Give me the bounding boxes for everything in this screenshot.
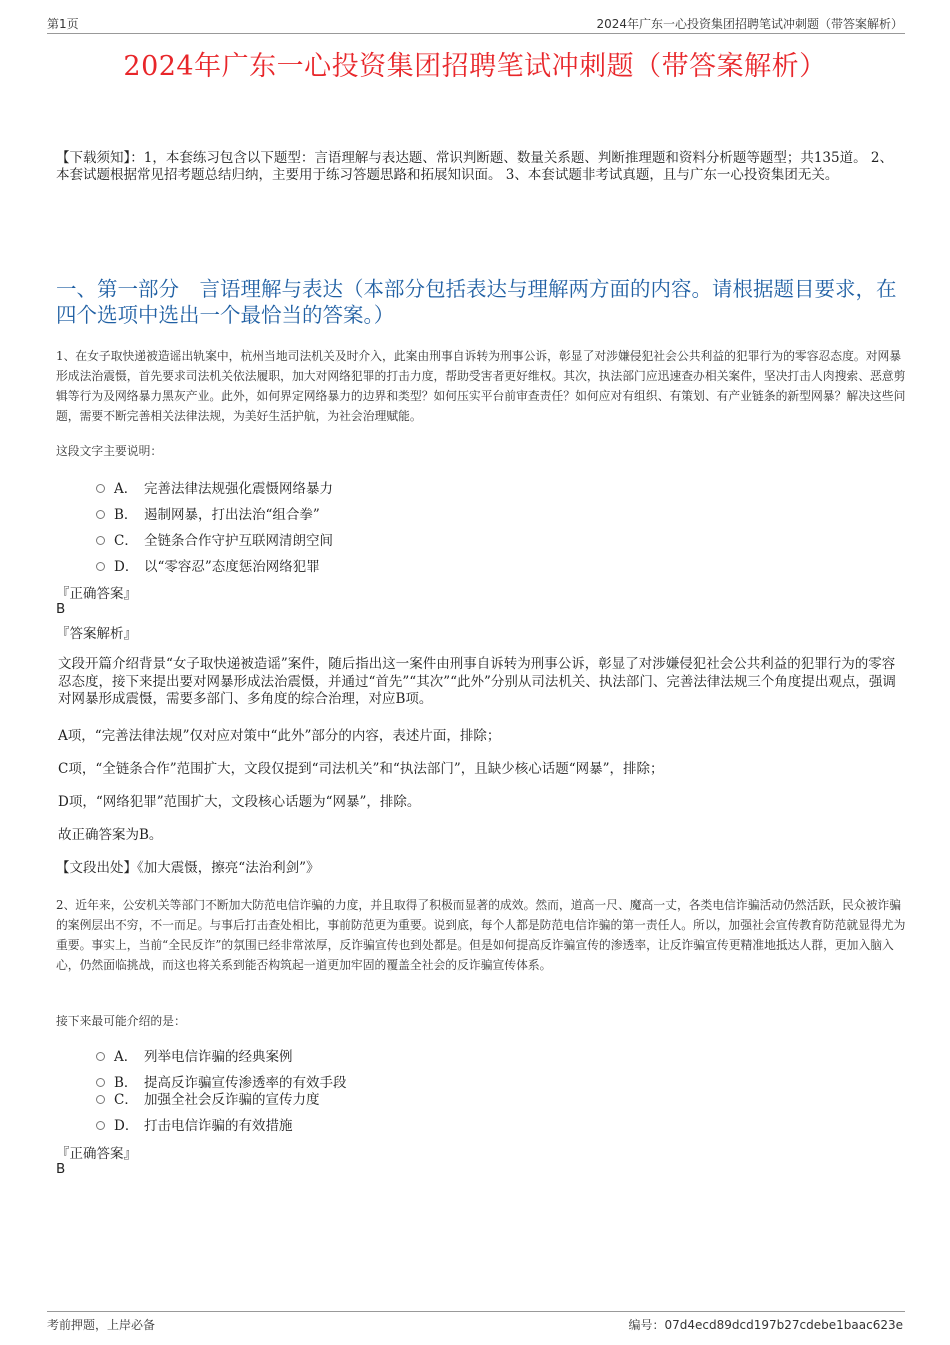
- radio-icon[interactable]: [96, 484, 105, 493]
- option-text: 提高反诈骗宣传渗透率的有效手段: [144, 1075, 347, 1091]
- document-id: 编号：07d4ecd89dcd197b27cdebe1baac623e: [628, 1318, 903, 1332]
- question-2-option-c[interactable]: [96, 1088, 320, 1108]
- option-text: 列举电信诈骗的经典案例: [144, 1049, 293, 1065]
- document-title: 2024年广东一心投资集团招聘笔试冲刺题（带答案解析）: [123, 51, 827, 82]
- question-1-option-a[interactable]: [96, 477, 333, 497]
- analysis-paragraph: C项，“全链条合作”范围扩大，文段仅提到“司法机关”和“执法部门”，且缺少核心话题“网暴”，排除；: [58, 761, 664, 777]
- header-rule: [47, 33, 905, 34]
- radio-icon[interactable]: [96, 1052, 105, 1061]
- section-heading: 一、第一部分 言语理解与表达（本部分包括表达与理解两方面的内容。请根据题目要求，在四个选项中选出一个最恰当的答案。）: [56, 277, 897, 327]
- question-2-answer-label: 『正确答案』: [56, 1146, 137, 1162]
- radio-icon[interactable]: [96, 1121, 105, 1130]
- option-letter: D．: [114, 559, 139, 575]
- question-2-option-d[interactable]: [96, 1114, 293, 1134]
- question-2-prompt: 接下来最可能介绍的是：: [56, 1014, 186, 1028]
- page-number: 第1页: [47, 17, 79, 31]
- question-2-option-a[interactable]: [96, 1045, 293, 1065]
- option-letter: A．: [114, 1049, 138, 1065]
- radio-icon[interactable]: [96, 1095, 105, 1104]
- option-letter: B．: [114, 507, 138, 523]
- download-notice: 【下载须知】：1，本套练习包含以下题型：言语理解与表达题、常识判断题、数量关系题、判断推理题和资料分析题等题型；共135道。 2、本套试题根据常见招考题总结归纳，主要用于练习答题思路和拓展知识面。 3、本套试题非考试真题，且与广东一心投资集团无关。: [56, 150, 893, 183]
- question-1-option-c[interactable]: [96, 529, 333, 549]
- option-text: 完善法律法规强化震慑网络暴力: [144, 481, 333, 497]
- question-1-answer-label: 『正确答案』: [56, 586, 137, 602]
- question-1-prompt: 这段文字主要说明：: [56, 444, 163, 458]
- option-text: 全链条合作守护互联网清朗空间: [144, 533, 333, 549]
- question-1-option-b[interactable]: [96, 503, 320, 523]
- analysis-paragraph: 文段开篇介绍背景“女子取快递被造谣”案件，随后指出这一案件由刑事自诉转为刑事公诉，彰显了对涉嫌侵犯社会公共利益的犯罪行为的零容忍态度，接下来提出要对网暴形成法治震慑，并通过“首先”“其次”“此外”分别从司法机关、执法部门、完善法律法规三个角度提出观点，强调对网暴形成震慑，需要多部门、多角度的综合治理，对应B项。: [58, 656, 896, 707]
- question-1-stem: 1、在女子取快递被造谣出轨案中，杭州当地司法机关及时介入，此案由刑事自诉转为刑事公诉，彰显了对涉嫌侵犯社会公共利益的犯罪行为的零容忍态度。对网暴形成法治震慑，首先要求司法机关依法履职，加大对网络犯罪的打击力度，帮助受害者更好维权。其次，执法部门应迅速查办相关案件，坚决打击人肉搜索、恶意剪辑等行为及网络暴力黑灰产业。此外，如何界定网络暴力的边界和类型？如何压实平台前审查责任？如何应对有组织、有策划、有产业链条的新型网暴？解决这些问题，需要不断完善相关法律法规，为美好生活护航，为社会治理赋能。: [56, 349, 906, 423]
- analysis-paragraph: D项，“网络犯罪”范围扩大，文段核心话题为“网暴”，排除。: [58, 794, 421, 810]
- footer-rule: [47, 1311, 905, 1312]
- question-1-analysis-label: 『答案解析』: [56, 626, 137, 642]
- question-1-option-d[interactable]: [96, 555, 320, 575]
- option-letter: D．: [114, 1118, 139, 1134]
- analysis-source: 【文段出处】《加大震慑，擦亮“法治利剑”》: [56, 860, 320, 876]
- option-letter: C．: [114, 1092, 138, 1108]
- option-letter: A．: [114, 481, 138, 497]
- radio-icon[interactable]: [96, 510, 105, 519]
- radio-icon[interactable]: [96, 562, 105, 571]
- option-text: 打击电信诈骗的有效措施: [144, 1118, 293, 1134]
- question-1-answer: B: [56, 601, 66, 617]
- analysis-paragraph: 故正确答案为B。: [58, 827, 163, 843]
- question-2-answer: B: [56, 1161, 66, 1177]
- analysis-paragraph: A项，“完善法律法规”仅对应对策中“此外”部分的内容，表述片面，排除；: [58, 728, 501, 744]
- option-letter: B．: [114, 1075, 138, 1091]
- radio-icon[interactable]: [96, 536, 105, 545]
- footer-slogan: 考前押题，上岸必备: [47, 1318, 156, 1332]
- radio-icon[interactable]: [96, 1078, 105, 1087]
- question-2-stem: 2、近年来，公安机关等部门不断加大防范电信诈骗的力度，并且取得了积极而显著的成效。然而，道高一尺、魔高一丈，各类电信诈骗活动仍然活跃，民众被诈骗的案例层出不穷，不一而足。与事后打击查处相比，事前防范更为重要。说到底，每个人都是防范电信诈骗的第一责任人。所以，加强社会宣传教育防范就显得尤为重要。事实上，当前“全民反诈”的氛围已经非常浓厚，反诈骗宣传也到处都是。但是如何提高反诈骗宣传的渗透率，让反诈骗宣传更精准地抵达人群，更加入脑入心，仍然面临挑战，而这也将关系到能否构筑起一道更加牢固的覆盖全社会的反诈骗宣传体系。: [56, 898, 906, 972]
- running-title: 2024年广东一心投资集团招聘笔试冲刺题（带答案解析）: [596, 17, 903, 31]
- option-letter: C．: [114, 533, 138, 549]
- option-text: 遏制网暴，打出法治“组合拳”: [144, 507, 320, 523]
- option-text: 以“零容忍”态度惩治网络犯罪: [144, 559, 320, 575]
- option-text: 加强全社会反诈骗的宣传力度: [144, 1092, 320, 1108]
